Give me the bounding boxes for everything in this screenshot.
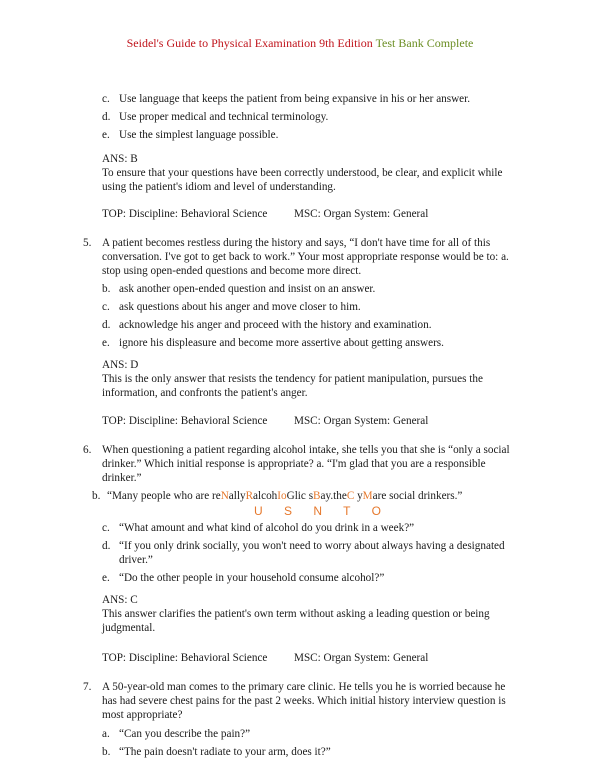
option-letter: b. <box>92 490 101 502</box>
option-text: “Can you describe the pain?” <box>119 728 251 740</box>
option-text-segment: lic <box>294 490 309 502</box>
msc-tag: MSC: Organ System: General <box>294 208 429 220</box>
option-text-segment: ally <box>228 490 246 502</box>
option-text-segment: y <box>354 490 363 502</box>
watermark-letter: B <box>313 490 321 502</box>
rationale-line: To ensure that your questions have been correctly understood, be clear, and explicit while <box>102 167 503 179</box>
msc-tag: MSC: Organ System: General <box>294 652 429 664</box>
option-text-segment: s <box>308 490 314 502</box>
option-text: Use the simplest language possible. <box>119 129 279 141</box>
option-text-watermarked <box>107 489 462 503</box>
watermark-text: U S N T O <box>254 504 390 518</box>
option-letter: d. <box>102 111 111 123</box>
option-text: ask questions about his anger and move closer to him. <box>119 301 361 313</box>
option-text: ask another open-ended question and insist on an answer. <box>119 283 376 295</box>
option-letter: b. <box>102 746 111 758</box>
option-text-segment: “Many people who are re <box>107 490 221 502</box>
watermark-letter: C <box>346 490 355 502</box>
topic-tag: TOP: Discipline: Behavioral Science <box>102 652 268 664</box>
topic-tag: TOP: Discipline: Behavioral Science <box>102 208 268 220</box>
option-text: Use language that keeps the patient from being expansive in his or her answer. <box>119 93 471 105</box>
watermark-letter: M <box>362 490 373 502</box>
option-text-segment: are social drinkers.” <box>372 490 463 502</box>
option-text: “What amount and what kind of alcohol do you drink in a week?” <box>119 522 415 534</box>
option-letter: e. <box>102 572 110 584</box>
question-number: 6. <box>83 444 92 456</box>
rationale-line: using the patient's idiom and level of understanding. <box>102 181 336 193</box>
answer-key: ANS: D <box>102 359 139 371</box>
msc-tag: MSC: Organ System: General <box>294 415 429 427</box>
question-stem: most appropriate? <box>102 709 183 721</box>
option-text: “Do the other people in your household consume alcohol?” <box>119 572 385 584</box>
option-letter: b. <box>102 283 111 295</box>
question-stem: A patient becomes restless during the history and says, “I don't have time for all of this <box>102 237 491 249</box>
watermark-letter: R <box>245 490 254 502</box>
question-stem: drinker.” <box>102 472 142 484</box>
rationale-line: judgmental. <box>102 622 156 634</box>
option-text: “The pain doesn't radiate to your arm, does it?” <box>119 746 331 758</box>
question-number: 5. <box>83 237 92 249</box>
rationale-line: This is the only answer that resists the tendency for patient manipulation, pursues the <box>102 373 483 385</box>
option-text: Use proper medical and technical terminology. <box>119 111 329 123</box>
option-letter: c. <box>102 93 110 105</box>
header-subtitle: Test Bank Complete <box>375 36 474 50</box>
option-text: driver.” <box>119 554 153 566</box>
question-number: 7. <box>83 681 92 693</box>
option-text-segment: alcoh <box>253 490 278 502</box>
option-text-segment: G <box>286 490 295 502</box>
rationale-line: information, and confronts the patient's anger. <box>102 387 308 399</box>
option-letter: d. <box>102 319 111 331</box>
question-stem: conversation. I've got to get back to work.” Your most appropriate response would be to: a. <box>102 251 509 263</box>
question-stem: drinker.” Which initial response is appropriate? a. “I'm glad that you are a responsible <box>102 458 486 470</box>
page-header <box>0 36 600 51</box>
option-letter: e. <box>102 337 110 349</box>
option-text-segment: ay.the <box>320 490 347 502</box>
watermark-letter: N <box>220 490 229 502</box>
option-letter: a. <box>102 728 110 740</box>
topic-tag: TOP: Discipline: Behavioral Science <box>102 415 268 427</box>
question-stem: has had severe chest pains for the past 2 weeks. Which initial history interview question is <box>102 695 506 707</box>
answer-key: ANS: B <box>102 153 138 165</box>
option-letter: e. <box>102 129 110 141</box>
answer-key: ANS: C <box>102 594 138 606</box>
option-text: acknowledge his anger and proceed with the history and examination. <box>119 319 432 331</box>
question-stem: stop using open-ended questions and become more direct. <box>102 265 362 277</box>
option-letter: c. <box>102 301 110 313</box>
option-letter: d. <box>102 540 111 552</box>
question-stem: When questioning a patient regarding alcohol intake, she tells you that she is “only a social <box>102 444 510 456</box>
rationale-line: This answer clarifies the patient's own term without asking a leading question or being <box>102 608 490 620</box>
question-stem: A 50-year-old man comes to the primary care clinic. He tells you he is worried because he <box>102 681 506 693</box>
watermark-letter: Io <box>277 490 287 502</box>
option-letter: c. <box>102 522 110 534</box>
option-text: “If you only drink socially, you won't need to worry about always having a designated <box>119 540 505 552</box>
option-text: ignore his displeasure and become more assertive about getting answers. <box>119 337 444 349</box>
header-title: Seidel's Guide to Physical Examination 9th Edition <box>126 36 373 50</box>
